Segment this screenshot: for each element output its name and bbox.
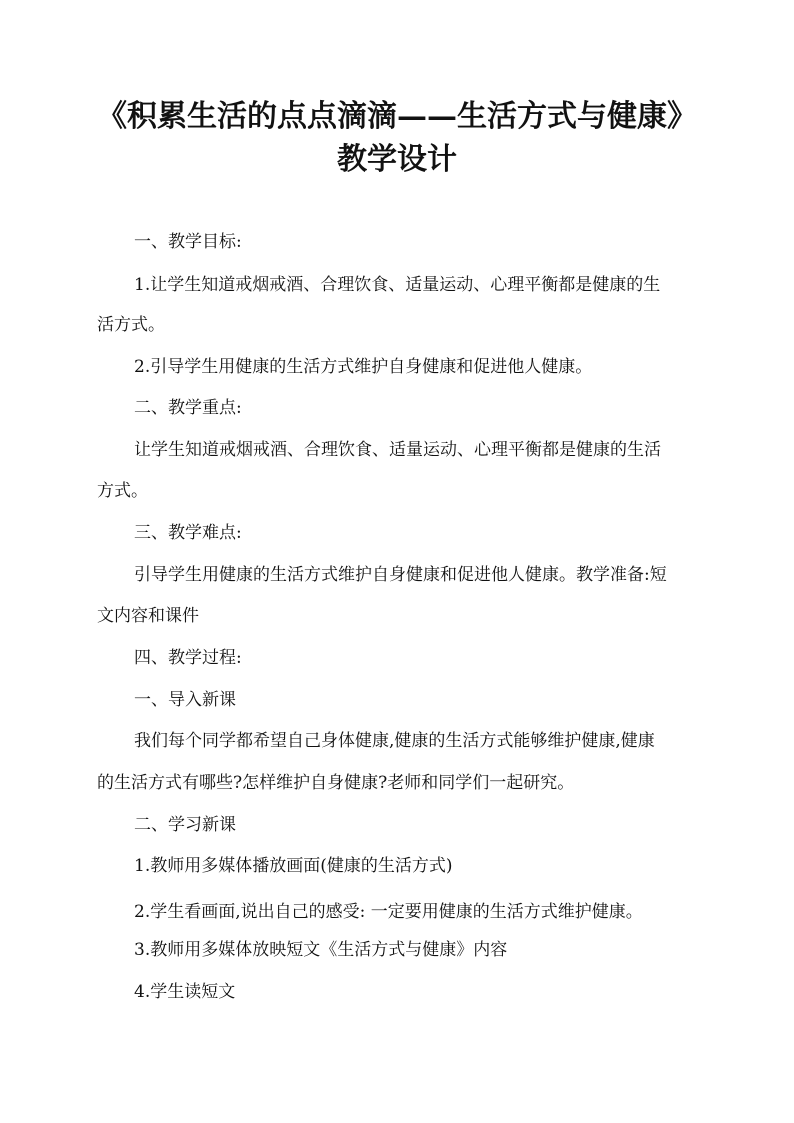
step-3: 3.教师用多媒体放映短文《生活方式与健康》内容: [134, 940, 508, 960]
document-title: 《积累生活的点点滴滴——生活方式与健康》: [97, 99, 697, 134]
difficulties-line-1: 引导学生用健康的生活方式维护自身健康和促进他人健康。教学准备:短: [134, 565, 667, 585]
objective-2: 2.引导学生用健康的生活方式维护自身健康和促进他人健康。: [134, 357, 593, 377]
subheading-new-lesson: 二、学习新课: [134, 815, 236, 835]
subheading-introduction: 一、导入新课: [134, 690, 236, 710]
difficulties-line-2: 文内容和课件: [97, 606, 199, 626]
step-1: 1.教师用多媒体播放画面(健康的生活方式): [134, 856, 453, 876]
section-heading-difficulties: 三、教学难点:: [134, 523, 242, 543]
document-subtitle: 教学设计: [337, 142, 457, 177]
objective-1-line-2: 活方式。: [97, 315, 165, 335]
step-4: 4.学生读短文: [134, 982, 236, 1002]
section-heading-objectives: 一、教学目标:: [134, 232, 242, 252]
introduction-line-2: 的生活方式有哪些?怎样维护自身健康?老师和同学们一起研究。: [97, 773, 575, 793]
objective-1-line-1: 1.让学生知道戒烟戒酒、合理饮食、适量运动、心理平衡都是健康的生: [134, 275, 661, 295]
step-2: 2.学生看画面,说出自己的感受: 一定要用健康的生活方式维护健康。: [134, 902, 643, 922]
introduction-line-1: 我们每个同学都希望自己身体健康,健康的生活方式能够维护健康,健康: [134, 731, 655, 751]
key-points-line-2: 方式。: [97, 481, 148, 501]
section-heading-process: 四、教学过程:: [134, 648, 242, 668]
key-points-line-1: 让学生知道戒烟戒酒、合理饮食、适量运动、心理平衡都是健康的生活: [134, 440, 661, 460]
section-heading-key-points: 二、教学重点:: [134, 398, 242, 418]
